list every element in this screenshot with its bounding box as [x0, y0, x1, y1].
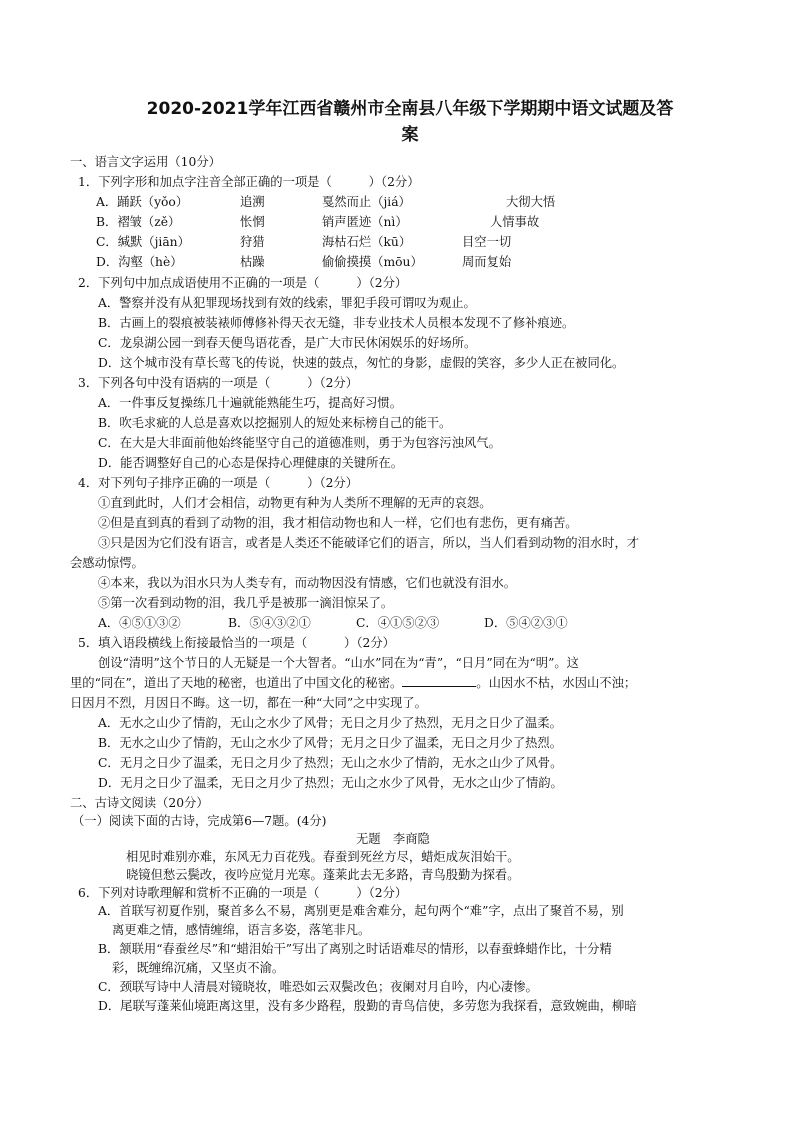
- q3-option-d: D．能否调整好自己的心态是保持心理健康的关键所在。: [98, 456, 403, 470]
- poem-line-2: 晓镜但愁云鬓改，夜吟应觉月光寒。蓬莱此去无多路，青鸟殷勤为探看。: [126, 868, 520, 882]
- q2-stem: 2．下列句中加点成语使用不正确的一项是（ ）（2分）: [78, 276, 408, 290]
- fill-blank-line: [402, 676, 476, 687]
- document-page: 2020-2021学年江西省赣州市全南县八年级下学期期中语文试题及答 案 一、语言文字运用（10分） 1．下列字形和加点字注音全部正确的一项是（ ）（2分） A．踊跃（yǒo） 追溯 戛然而止（jiá） 大彻大悟 B．褶皱（zě） 怅惘 销声匿迹（nì） 人情事故 C．缄默（jiān） 狩猎 海枯石烂（kū） 目空一切 D．沟壑（hè） 枯躁 偷偷摸摸（mōu） 周而复始 2．下列句中加点成语使用不正确的一项是（ ）（2分） A．警察并没有从犯罪现场找到有效的线索，罪犯手段可谓叹为观止。 B．古画上的裂痕被装裱师傅修补得天衣无缝，非专业技术人员根本发现不了修补痕迹。 C．龙泉湖公园一到春天便鸟语花香，是广大市民休闲娱乐的好场所。 D．这个城市没有草长莺飞的传说，快速的鼓点，匆忙的身影，虚假的笑容，多少人正在被同化。 3．下列各句中没有语病的一项是（ ）（2分） A．一件事反复操练几十遍就能熟能生巧，提高好习惯。 B．吹毛求疵的人总是喜欢以挖掘别人的短处来标榜自己的能干。 C．在大是大非面前他始终能坚守自己的道德准则，勇于为包容污浊风气。 D．能否调整好自己的心态是保持心理健康的关键所在。 4．对下列句子排序正确的一项是（ ）（2分） ①直到此时，人们才会相信，动物更有种为人类所不理解的无声的哀怨。 ②但是直到真的看到了动物的泪，我才相信动物也和人一样，它们也有悲伤，更有痛苦。 ③只是因为它们没有语言，或者是人类还不能破译它们的语言，所以，当人们看到动物的泪水时，才 会感动惊愕。 ④本来，我以为泪水只为人类专有，而动物因没有情感，它们也就没有泪水。 ⑤第一次看到动物的泪，我几乎是被那一滴泪惊呆了。 A．④⑤①③② B．⑤④③②① C．④①⑤②③ D．⑤④②③① 5．填入语段横线上衔接最恰当的一项是（ ）（2分） 创设“清明”这个节日的人无疑是一个大智者。“山水”同在为“青”，“日月”同在为“明”。这 里的“同在”，道出了天地的秘密，也道出了中国文化的秘密。 。山因水不枯，水因山不浊； 日因月不烈，月因日不晦。这一切，都在一种“大同”之中实现了。 A．无水之山少了情韵，无山之水少了风骨；无日之月少了热烈，无月之日少了温柔。 B．无水之山少了情韵，无山之水少了风骨；无月之日少了温柔，无日之月少了热烈。 C．无月之日少了温柔，无日之月少了热烈；无山之水少了情韵，无水之山少了风骨。 D．无月之日少了温柔，无日之月少了热烈；无山之水少了风骨，无水之山少了情韵。 二、古诗文阅读（20分） （一）阅读下面的古诗，完成第6—7题。(4分) 无题 李商隐 相见时难别亦难，东风无力百花残。春蚕到死丝方尽，蜡炬成灰泪始干。 晓镜但愁云鬓改，夜吟应觉月光寒。蓬莱此去无多路，青鸟殷勤为探看。 6．下列对诗歌理解和赏析不正确的一项是（ ）（2分） A．首联写初夏作别，聚首多么不易，离别更是难舍难分，起句两个“难”字，点出了聚首不易，别 离更难之情，感情缠绵，语言多姿，落笔非凡。 B．颔联用“春蚕丝尽”和“蜡泪始干”写出了离别之时话语难尽的情形，以春蚕蜂蜡作比，十分精 彩，既缠绵沉痛，又坚贞不渝。 C．颈联写诗中人清晨对镜晓妆，唯恐如云双鬓改色；夜阑对月自吟，内心凄惨。 D．尾联写蓬莱仙境距离这里，没有多少路程，殷勤的青鸟信使，多劳您为我探看，意致婉曲，柳暗: [0, 0, 794, 1123]
- title-line-1: 2020-2021学年江西省赣州市全南县八年级下学期期中语文试题及答: [146, 99, 674, 119]
- q5-passage-2: 里的“同在”，道出了天地的秘密，也道出了中国文化的秘密。 。山因水不枯，水因山不浊；: [70, 676, 637, 690]
- title-line-2: 案: [401, 125, 419, 145]
- q2-option-b: B．古画上的裂痕被装裱师傅修补得天衣无缝，非专业技术人员根本发现不了修补痕迹。: [98, 316, 575, 330]
- q2-option-d: D．这个城市没有草长莺飞的传说，快速的鼓点，匆忙的身影，虚假的笑容，多少人正在被同化。: [98, 356, 625, 370]
- q4-sentence-3: ③只是因为它们没有语言，或者是人类还不能破译它们的语言，所以，当人们看到动物的泪水时，才: [98, 536, 640, 550]
- q4-stem: 4．对下列句子排序正确的一项是（ ）（2分）: [78, 476, 359, 490]
- q4-sentence-1: ①直到此时，人们才会相信，动物更有种为人类所不理解的无声的哀怨。: [98, 496, 492, 510]
- q4-sentence-3-cont: 会感动惊愕。: [70, 556, 144, 570]
- q3-option-a: A．一件事反复操练几十遍就能熟能生巧，提高好习惯。: [98, 396, 403, 410]
- q4-sentence-5: ⑤第一次看到动物的泪，我几乎是被那一滴泪惊呆了。: [98, 596, 394, 610]
- q4-sentence-2: ②但是直到真的看到了动物的泪，我才相信动物也和人一样，它们也有悲伤，更有痛苦。: [98, 516, 578, 530]
- q1-stem: 1．下列字形和加点字注音全部正确的一项是（ ）（2分）: [78, 175, 420, 189]
- poem-title: 无题 李商隐: [356, 832, 430, 846]
- q5-passage-3: 日因月不烈，月因日不晦。这一切，都在一种“大同”之中实现了。: [70, 696, 427, 710]
- q5-option-d: D．无月之日少了温柔，无日之月少了热烈；无山之水少了风骨，无水之山少了情韵。: [98, 776, 563, 790]
- section-1-heading: 一、语言文字运用（10分）: [70, 155, 221, 169]
- section-2-sub-1: （一）阅读下面的古诗，完成第6—7题。(4分): [72, 814, 327, 828]
- q6-option-b: B．颔联用“春蚕丝尽”和“蜡泪始干”写出了离别之时话语难尽的情形，以春蚕蜂蜡作比，十分精: [98, 942, 612, 956]
- q6-stem: 6．下列对诗歌理解和赏析不正确的一项是（ ）（2分）: [78, 886, 408, 900]
- q6-option-b-cont: 彩，既缠绵沉痛，又坚贞不渝。: [112, 961, 285, 975]
- section-2-heading: 二、古诗文阅读（20分）: [70, 796, 209, 810]
- q2-option-c: C．龙泉湖公园一到春天便鸟语花香，是广大市民休闲娱乐的好场所。: [98, 336, 477, 350]
- document-title: [70, 96, 750, 148]
- q3-option-b: B．吹毛求疵的人总是喜欢以挖掘别人的短处来标榜自己的能干。: [98, 416, 452, 430]
- q3-stem: 3．下列各句中没有语病的一项是（ ）（2分）: [78, 376, 359, 390]
- q6-option-d: D．尾联写蓬莱仙境距离这里，没有多少路程，殷勤的青鸟信使，多劳您为我探看，意致婉曲，柳暗: [98, 999, 637, 1013]
- q6-option-a: A．首联写初夏作别，聚首多么不易，离别更是难舍难分，起句两个“难”字，点出了聚首不易，别: [98, 904, 624, 918]
- q3-option-c: C．在大是大非面前他始终能坚守自己的道德准则，勇于为包容污浊风气。: [98, 436, 501, 450]
- q5-passage-1: 创设“清明”这个节日的人无疑是一个大智者。“山水”同在为“青”，“日月”同在为“明”。这: [98, 656, 579, 670]
- q5-option-b: B．无水之山少了情韵，无山之水少了风骨；无月之日少了温柔，无日之月少了热烈。: [98, 736, 563, 750]
- q6-option-a-cont: 离更难之情，感情缠绵，语言多姿，落笔非凡。: [112, 923, 371, 937]
- poem-line-1: 相见时难别亦难，东风无力百花残。春蚕到死丝方尽，蜡炬成灰泪始干。: [126, 850, 520, 864]
- q2-option-a: A．警察并没有从犯罪现场找到有效的线索，罪犯手段可谓叹为观止。: [98, 296, 476, 310]
- q4-sentence-4: ④本来，我以为泪水只为人类专有，而动物因没有情感，它们也就没有泪水。: [98, 576, 517, 590]
- q6-option-c: C．颈联写诗中人清晨对镜晓妆，唯恐如云双鬓改色；夜阑对月自吟，内心凄惨。: [98, 980, 538, 994]
- q5-stem: 5．填入语段横线上衔接最恰当的一项是（ ）（2分）: [78, 636, 395, 650]
- q5-option-a: A．无水之山少了情韵，无山之水少了风骨；无日之月少了热烈，无月之日少了温柔。: [98, 716, 562, 730]
- q5-option-c: C．无月之日少了温柔，无日之月少了热烈；无山之水少了情韵，无水之山少了风骨。: [98, 756, 563, 770]
